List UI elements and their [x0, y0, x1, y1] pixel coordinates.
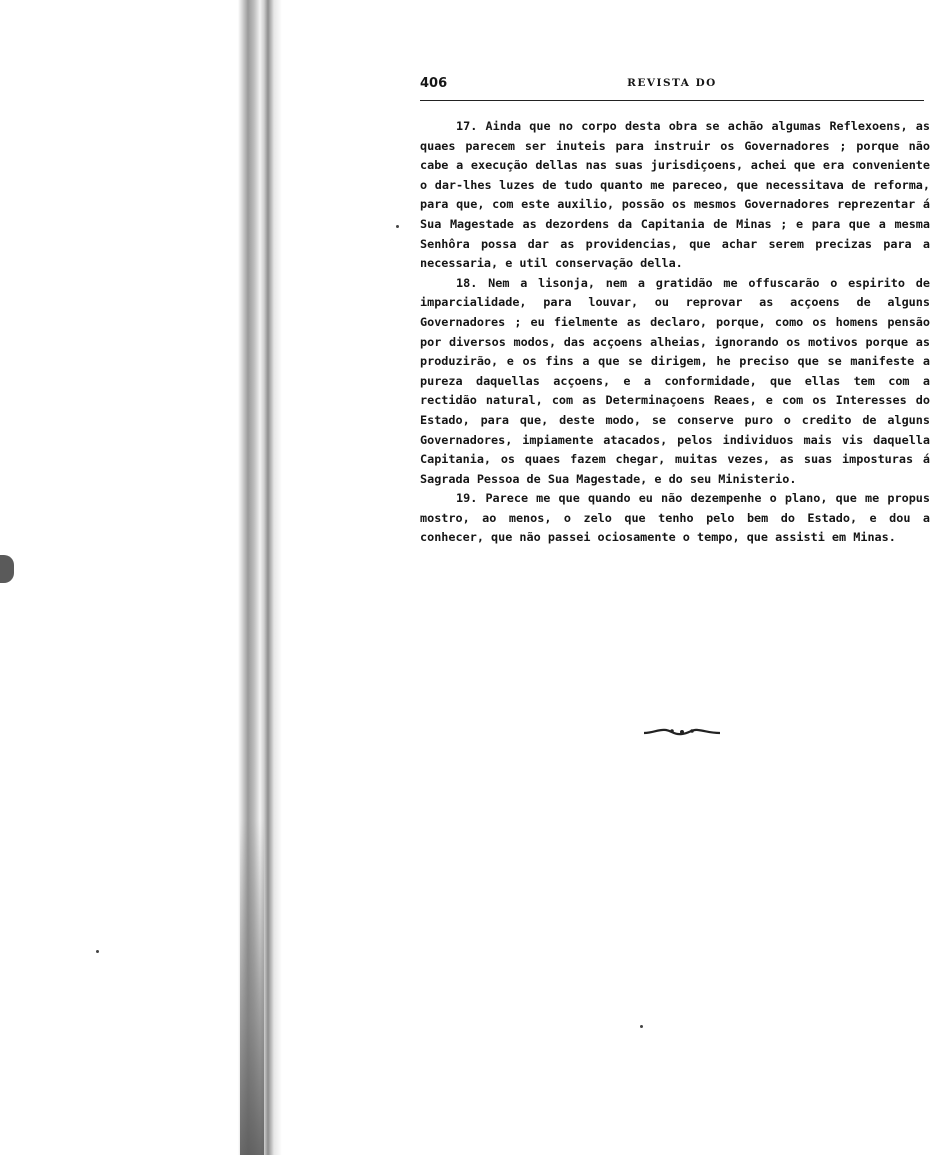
paragraph-19: 19. Parece me que quando eu não dezempenhe o plano, que me propus mostro, ao menos, o zelo que tenho pelo bem do Estado, e dou a conhecer, que não passei ociosamente o tempo, que assisti em Minas. [420, 491, 930, 545]
ink-speck [396, 225, 399, 228]
binding-shadow [240, 820, 264, 1155]
running-title: REVISTA DO [627, 77, 717, 89]
page-number: 406 [420, 76, 448, 91]
ink-speck [640, 1025, 643, 1028]
ink-speck [96, 950, 99, 953]
section-end-ornament [642, 722, 722, 742]
article-body [420, 117, 930, 548]
paragraph-18: 18. Nem a lisonja, nem a gratidão me offuscarão o espirito de imparcialidade, para louvar, ou reprovar as acçoens de alguns Governadores ; eu fielmente as declaro, porque, como os homens pensão por diversos modos, das acçoens alheias, ignorando os motivos porque as produzirão, e os fins a que se dirigem, he preciso que se manifeste a pureza daquellas acçoens, e a conformidade, que ellas tem com a rectidão natural, com as Determinaçoens Reaes, e com os Interesses do Estado, para que, deste modo, se conserve puro o credito de alguns Governadores, impiamente atacados, pelos individuos mais vis daquella Capitania, os quaes fazem chegar, muitas vezes, as suas imposturas á Sagrada Pessoa de Sua Magestade, e do seu Ministerio. [420, 275, 930, 486]
paragraph-17: 17. Ainda que no corpo desta obra se achão algumas Reflexoens, as quaes parecem ser inuteis para instruir os Governadores ; porque não cabe a execução dellas nas suas jurisdiçoens, achei que era conveniente o dar-lhes luzes de tudo quanto me pareceo, que necessitava de reforma, para que, com este auxilio, possão os mesmos Governadores reprezentar á Sua Magestade as dezordens da Capitania de Minas ; e para que a mesma Senhôra possa dar as providencias, que achar serem precizas para a necessaria, e util conservação della. [420, 119, 930, 271]
page-header [420, 76, 924, 101]
page-edge-mark [0, 555, 14, 583]
